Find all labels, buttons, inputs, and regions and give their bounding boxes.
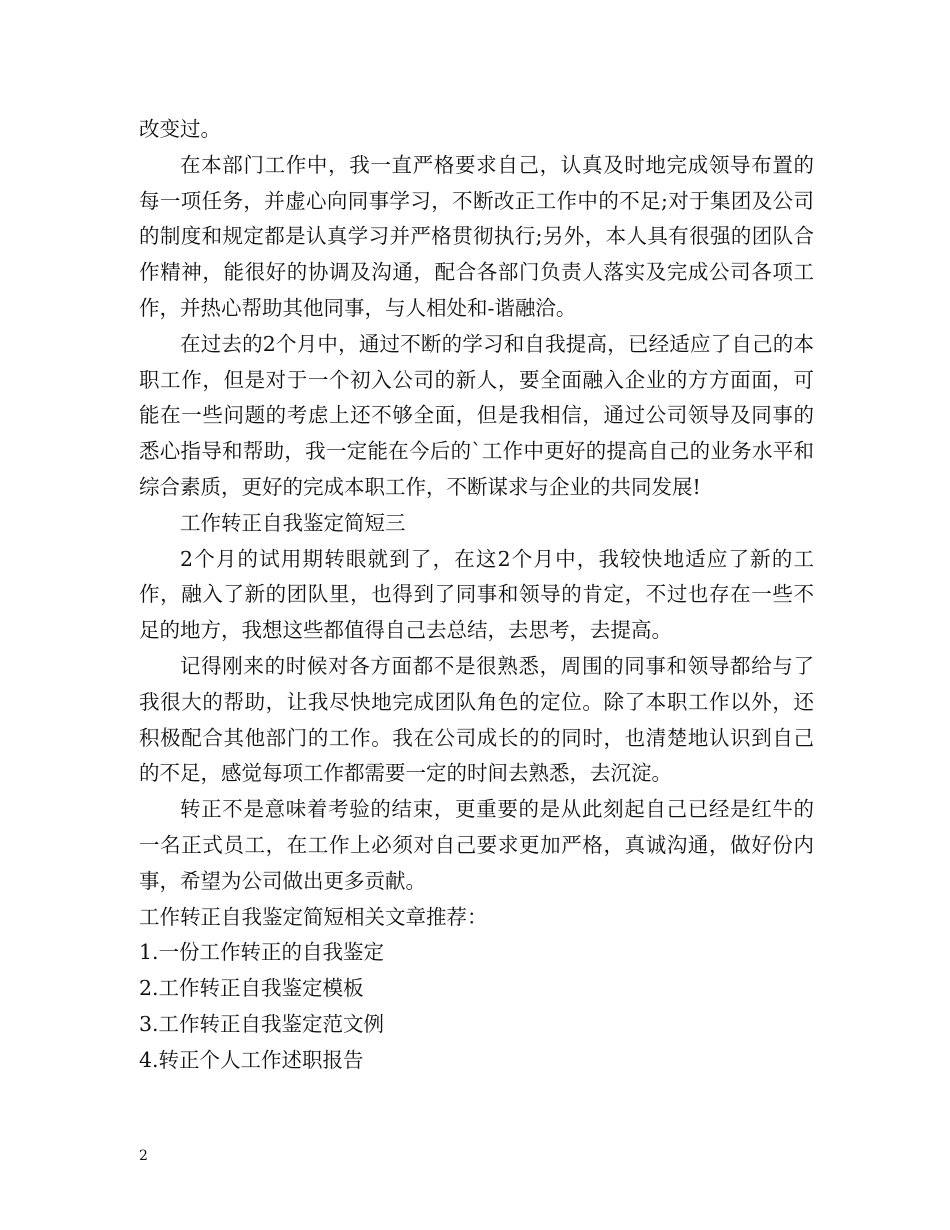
paragraph-department-work: 在本部门工作中，我一直严格要求自己，认真及时地完成领导布置的每一项任务，并虚心向同事学习，不断改正工作中的不足;对于集团及公司的制度和规定都是认真学习并严格贯彻执行;另外，本人具有很强的团队合作精神，能很好的协调及沟通，配合各部门负责人落实及完成公司各项工作，并热心帮助其他同事，与人相处和-谐融洽。 (139, 152, 814, 320)
related-article-link[interactable]: 1.一份工作转正的自我鉴定 (139, 940, 385, 965)
paragraph-conclusion: 转正不是意味着考验的结束，更重要的是从此刻起自己已经是红牛的一名正式员工，在工作上必须对自己要求更加严格，真诚沟通，做好份内事，希望为公司做出更多贡献。 (139, 797, 814, 893)
paragraph-first-days: 记得刚来的时候对各方面都不是很熟悉，周围的同事和领导都给与了我很大的帮助，让我尽快地完成团队角色的定位。除了本职工作以外，还积极配合其他部门的工作。我在公司成长的的同时，也清楚地认识到自己的不足，感觉每项工作都需要一定的时间去熟悉，去沉淀。 (139, 653, 814, 786)
paragraph-past-two-months: 在过去的2个月中，通过不断的学习和自我提高，已经适应了自己的本职工作，但是对于一个初入公司的新人，要全面融入企业的方方面面，可能在一些问题的考虑上还不够全面，但是我相信，通过公司领导及同事的悉心指导和帮助，我一定能在今后的`工作中更好的提高自己的业务水平和综合素质，更好的完成本职工作，不断谋求与企业的共同发展! (139, 331, 814, 499)
related-articles-heading: 工作转正自我鉴定简短相关文章推荐： (139, 904, 488, 929)
page-number: 2 (139, 1148, 148, 1164)
document-body (139, 112, 814, 1079)
related-article-link[interactable]: 4.转正个人工作述职报告 (139, 1047, 364, 1072)
related-article-link[interactable]: 3.工作转正自我鉴定范文例 (139, 1011, 385, 1036)
section-heading: 工作转正自我鉴定简短三 (180, 510, 406, 535)
paragraph-continuation: 改变过。 (139, 117, 221, 141)
related-article-link[interactable]: 2.工作转正自我鉴定模板 (139, 976, 364, 1001)
paragraph-probation: 2个月的试用期转眼就到了，在这2个月中，我较快地适应了新的工作，融入了新的团队里，也得到了同事和领导的肯定，不过也存在一些不足的地方，我想这些都值得自己去总结，去思考，去提高。 (139, 546, 814, 643)
